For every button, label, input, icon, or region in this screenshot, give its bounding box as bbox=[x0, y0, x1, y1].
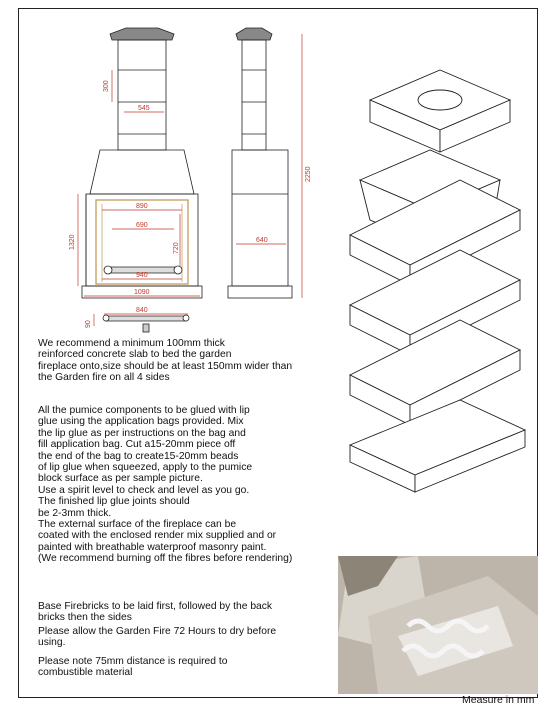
front-chimney bbox=[118, 40, 166, 150]
technical-drawings bbox=[40, 14, 340, 334]
exploded-isometric-view bbox=[330, 60, 545, 520]
dim-90: 90 bbox=[85, 320, 92, 328]
dim-1090: 1090 bbox=[134, 289, 150, 296]
measure-in-mm-note: Measure in mm bbox=[462, 694, 535, 706]
dim-1320: 1320 bbox=[69, 234, 76, 250]
side-chimney bbox=[242, 40, 266, 150]
glue-instructions: All the pumice components to be glued with lip glue using the application bags provided. Mix the lip glue as per instructions on the bag and fill application bag. Cut a15-20mm piece off the end of the bag to create15-20mm beads of lip glue when squeezed, apply to the pumice block surface as per sample picture. Use a spirit level to check and level as you go. The finished lip glue joints should be 2-3mm thick. The external surface of the fireplace can be coated with the enclosed render mix supplied and or painted with breathable waterproof masonry paint. (We recommend burning off the fibres before rendering) bbox=[38, 405, 293, 565]
slab-instructions: We recommend a minimum 100mm thick reinforced concrete slab to bed the garden fireplace onto,size should be at least 150mm wider than the Garden fire on all 4 sides bbox=[38, 338, 293, 384]
distance-note: Please note 75mm distance is required to combustible material bbox=[38, 656, 228, 679]
front-chimney-cap bbox=[110, 28, 174, 40]
dim-2250: 2250 bbox=[305, 166, 312, 182]
sample-glue-photo bbox=[338, 556, 538, 694]
dim-690: 690 bbox=[136, 222, 148, 229]
front-hood bbox=[90, 150, 194, 194]
dim-300: 300 bbox=[103, 80, 110, 92]
dim-840: 840 bbox=[136, 307, 148, 314]
dim-720: 720 bbox=[173, 242, 180, 254]
side-body bbox=[232, 150, 288, 286]
side-base bbox=[228, 286, 292, 298]
drying-instructions: Please allow the Garden Fire 72 Hours to dry before using. bbox=[38, 626, 277, 649]
dim-545: 545 bbox=[138, 105, 150, 112]
dim-640: 640 bbox=[256, 237, 268, 244]
dim-890: 890 bbox=[136, 203, 148, 210]
dim-940: 940 bbox=[136, 272, 148, 279]
firebrick-instructions: Base Firebricks to be laid first, followed by the back bricks then the sides bbox=[38, 601, 273, 624]
